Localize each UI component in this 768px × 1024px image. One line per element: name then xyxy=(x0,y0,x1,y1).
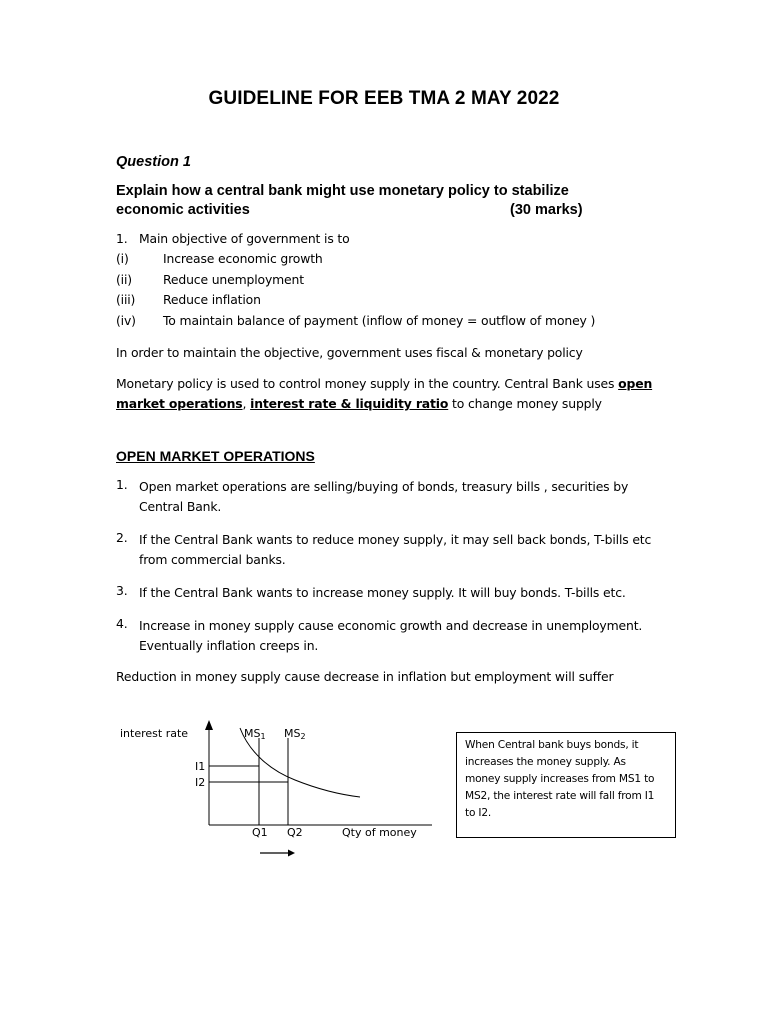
list-item-line: Eventually inflation creeps in. xyxy=(139,638,319,653)
x-axis-label: Qty of money xyxy=(342,826,417,839)
q2-label: Q2 xyxy=(287,826,303,839)
objective-number: (i) xyxy=(116,251,129,266)
paragraph-text-end: to change money supply xyxy=(448,396,602,411)
ms2-label-sub: 2 xyxy=(300,732,306,741)
list-item-number: 4. xyxy=(116,616,128,631)
list-item xyxy=(116,530,676,570)
objective-item: Increase economic growth xyxy=(163,251,323,266)
objective-number: (iii) xyxy=(116,292,136,307)
list-item-line: Central Bank. xyxy=(139,499,222,514)
list-item-number: 3. xyxy=(116,583,128,598)
callout-line: increases the money supply. As xyxy=(465,756,626,768)
list-item xyxy=(116,477,676,517)
document-title: GUIDELINE FOR EEB TMA 2 MAY 2022 xyxy=(208,88,560,109)
objective-item: Reduce unemployment xyxy=(163,272,304,287)
question-marks: (30 marks) xyxy=(510,202,583,218)
question-label: Question 1 xyxy=(116,154,191,170)
list-item xyxy=(116,583,676,603)
paragraph-fiscal-monetary: In order to maintain the objective, government uses fiscal & monetary policy xyxy=(116,345,583,360)
interest-rate-link[interactable]: interest rate & liquidity ratio xyxy=(250,396,449,411)
list-item-line: If the Central Bank wants to reduce money supply, it may sell back bonds, T-bills etc xyxy=(139,532,652,547)
list-item-line: Open market operations are selling/buying of bonds, treasury bills , securities by xyxy=(139,479,629,494)
ms2-label xyxy=(284,727,306,741)
question-text-line2: economic activities xyxy=(116,202,250,218)
shift-arrow-head xyxy=(288,850,295,857)
money-supply-diagram xyxy=(110,716,450,866)
callout-line: money supply increases from MS1 to xyxy=(465,773,655,785)
list-item-number: 2. xyxy=(116,530,128,545)
paragraph-separator: , xyxy=(242,396,251,411)
objective-number: (ii) xyxy=(116,272,132,287)
q1-label: Q1 xyxy=(252,826,268,839)
paragraph-text: Monetary policy is used to control money supply in the country. Central Bank uses xyxy=(116,376,619,391)
list-item xyxy=(116,616,676,656)
question-text xyxy=(116,182,636,220)
ms1-label-main: MS xyxy=(244,727,261,740)
callout-line: to I2. xyxy=(465,807,492,819)
question-text-line1: Explain how a central bank might use monetary policy to stabilize xyxy=(116,183,569,199)
i2-label: I2 xyxy=(195,776,206,789)
objective-item: Reduce inflation xyxy=(163,292,261,307)
list-item-line: Increase in money supply cause economic growth and decrease in unemployment. xyxy=(139,618,643,633)
list-item-line: If the Central Bank wants to increase money supply. It will buy bonds. T-bills etc. xyxy=(139,585,626,600)
callout-line: When Central bank buys bonds, it xyxy=(465,739,639,751)
callout-line: MS2, the interest rate will fall from I1 xyxy=(465,790,655,802)
y-axis-label: interest rate xyxy=(120,727,189,740)
objectives-intro: Main objective of government is to xyxy=(139,231,350,246)
objective-number: (iv) xyxy=(116,313,136,328)
paragraph-monetary-policy xyxy=(116,374,676,414)
ms1-label xyxy=(244,727,266,741)
open-market-link[interactable]: open xyxy=(618,376,653,391)
paragraph-reduction: Reduction in money supply cause decrease in inflation but employment will suffer xyxy=(116,669,614,684)
list-item-number: 1. xyxy=(116,477,128,492)
objectives-intro-number: 1. xyxy=(116,231,128,246)
list-item-line: from commercial banks. xyxy=(139,552,286,567)
explanation-callout xyxy=(456,732,676,838)
ms2-label-main: MS xyxy=(284,727,301,740)
i1-label: I1 xyxy=(195,760,206,773)
y-axis-arrow xyxy=(205,720,213,730)
open-market-link-cont[interactable]: market operations xyxy=(116,396,243,411)
ms1-label-sub: 1 xyxy=(260,732,266,741)
section-heading: OPEN MARKET OPERATIONS xyxy=(116,448,315,464)
objective-item: To maintain balance of payment (inflow of money = outflow of money ) xyxy=(163,313,596,328)
